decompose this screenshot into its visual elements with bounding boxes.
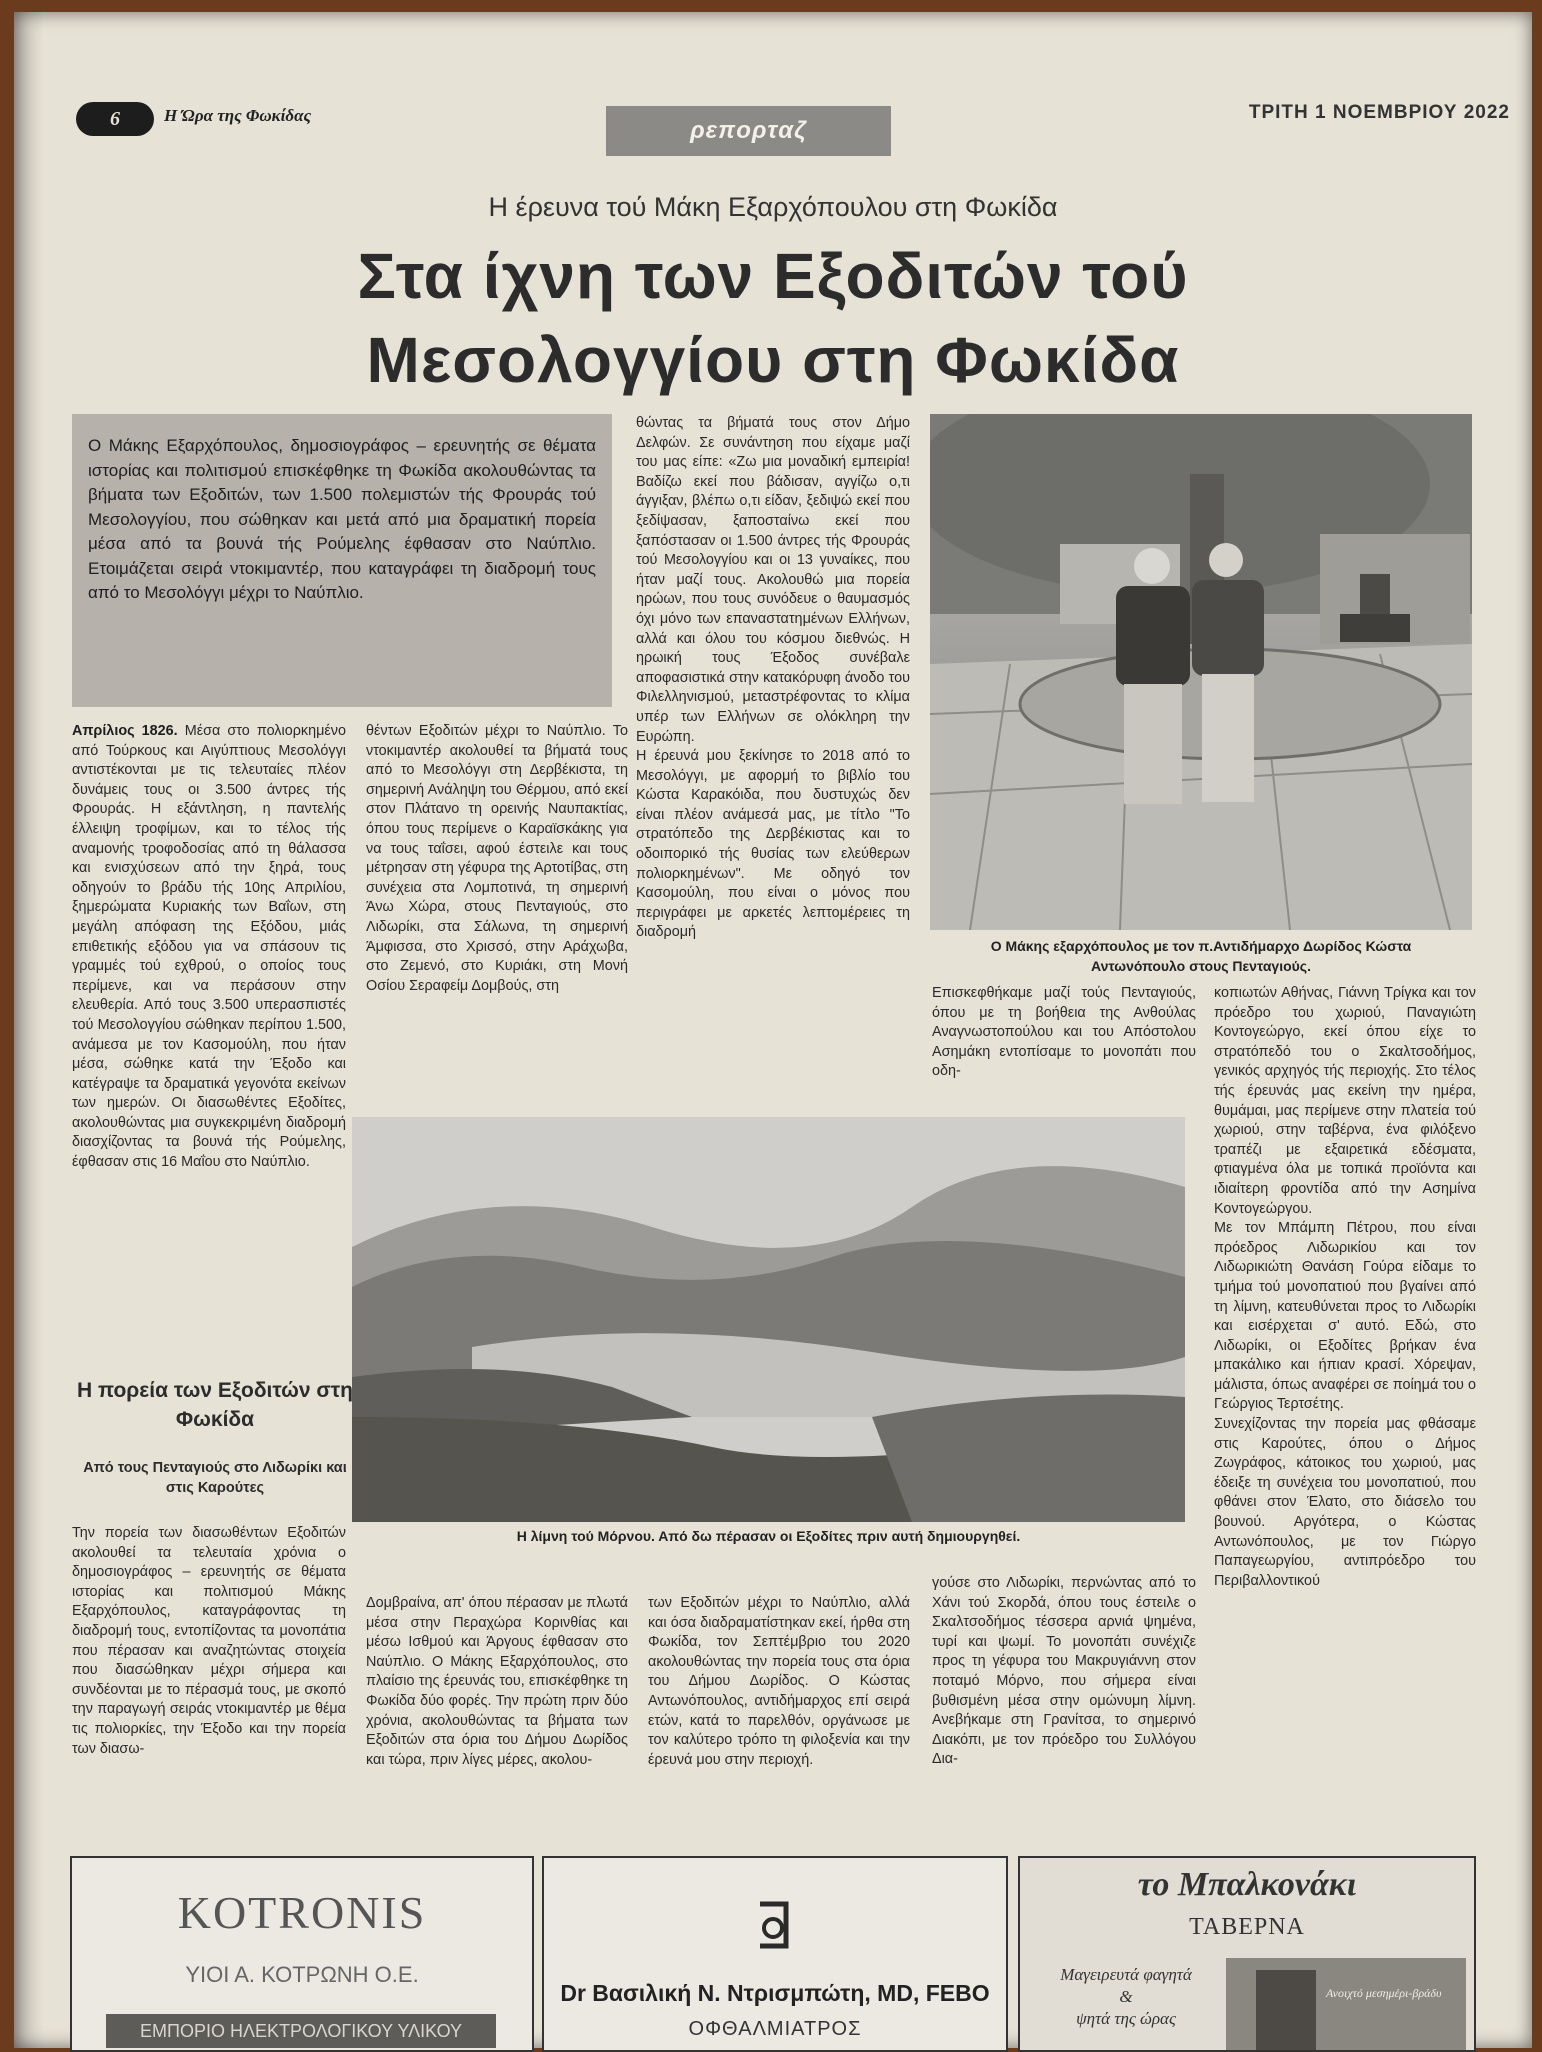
person-left [1116,548,1190,804]
title-line-2: Μεσολογγίου στη Φωκίδα [366,324,1180,396]
ad-kotronis [70,1856,534,2052]
kotronis-tagline: ΕΜΠΟΡΙΟ ΗΛΕΚΤΡΟΛΟΓΙΚΟΥ ΥΛΙΚΟΥ [106,2014,496,2048]
photo2-caption: Η λίμνη τού Μόρνου. Από δω πέρασαν οι Εξοδίτες πριν αυτή δημιουργηθεί. [516,1528,1021,1544]
col5-paragraph-2: Με τον Μπάμπη Πέτρου, που είναι πρόεδρος Λιδωρικίου και τον Λιδωρικιώτη Θανάση Γούρα είδαμε το τμήμα τού μονοπατιού που βγαίνει από τη λίμνη, κατευθύνεται προς το Λιδωρίκι και εισέρχεται σ' αυτό. Εδώ, στο Λιδωρίκι, οι Εξοδίτες βρήκαν ένα μπακάλικο και ήπιαν κρασί. Χόρεψαν, μάλιστα, όπως αναφέρει σε ποίημά του ο Γεώργιος Τερτσέτης. [1214,1220,1476,1413]
ad-balkonaki [1018,1856,1476,2052]
taverna-hours-sign: Ανοιχτό μεσημέρι-βράδυ [1326,1986,1442,2000]
kotronis-logo: KOTRONIS [177,1887,427,1938]
text-column-1-bottom: Την πορεία των διασωθέντων Εξοδιτών ακολουθεί τα τελευταία χρόνια ο δημοσιογράφος – ερευνητής σε θέματα ιστορίας και πολιτισμού Μάκης Εξαρχόπουλος, καταγράφοντας τη διαδρομή τους, εντοπίζοντας τα μονοπάτια που πέρασαν και αναζητώντας στοιχεία που διασώθηκαν μέχρι σήμερα και συνδέονται με το πέρασμά τους, με σκοπό την παραγωγή σειράς ντοκιμαντέρ με θέμα τις πολιορκίες, την Έξοδο και την πορεία των διασω- [72,1525,346,1757]
section-label: ρεπορταζ [606,106,891,156]
photo1-caption [914,936,1488,976]
newspaper-name: Η Ώρα της Φωκίδας [164,106,312,125]
article-lead: Ο Μάκης Εξαρχόπουλος, δημοσιογράφος – ερευνητής σε θέματα ιστορίας και πολιτισμού επισκέφθηκε τη Φωκίδα ακολουθώντας τα βήματα των Εξοδιτών, των 1.500 πολεμιστών τής Φρουράς τού Μεσολογγίου, που σώθηκαν και μετά από μια δραματική πορεία μέσα από τα βουνά τής Ρούμελης έφθασαν στο Ναύπλιο. Ετοιμάζεται σειρά ντοκιμαντέρ, που καταγράφει τη διαδρομή τους από το Μεσολόγγι μέχρι το Ναύπλιο. [72,414,612,707]
taverna-menu-amp: & [1119,1987,1133,2006]
taverna-photo [1226,1958,1466,2050]
text-column-4-top: Επισκεφθήκαμε μαζί τούς Πενταγιούς, όπου με τη βοήθεια της Ανθούλας Αναγνωστοπούλου και του Απόστολου Ασημάκη εντοπίσαμε το μονοπάτι που οδη- [932,985,1196,1080]
ophthalmology-logo-icon [750,1898,796,1952]
photo-two-men-in-square [930,414,1472,930]
text-column-4-bottom: γούσε στο Λιδωρίκι, περνώντας από το Χάνι τού Σκορδά, όπου τους έστειλε ο Σκαλτσοδήμος τέσσερα αρνιά ψημένα, τυρί και ψωμί. Το μονοπάτι συνέχιζε προς τη γέφυρα του Μακρυγιάννη στον ποταμό Μόρνο, που σήμερα είναι βυθισμένη μέσα στην ομώνυμη λίμνη. Ανεβήκαμε στη Γρανίτσα, το σημερινό Διακόπι, με τον πρόεδρο του Συλλόγου Δια- [932,1575,1196,1768]
article-title [14,234,1532,402]
text-column-3-bottom: των Εξοδιτών μέχρι το Ναύπλιο, αλλά και όσα διαδραματίστηκαν εκεί, ήρθα στη Φωκίδα, τον Σεπτέμβριο του 2020 ακολουθώντας την πορεία τους στα όρια του Δήμου Δωρίδος. Ο Κώστας Αντωνόπουλος, αντιδήμαρχος επί σειρά ετών, κατά το παρελθόν, οργάνωσε με τον καλύτερο τρόπο τη φιλοξενία και την έρευνά μου στην περιοχή. [648,1595,910,1768]
page-number: 6 [76,102,154,136]
col1-text: Μέσα στο πολιορκημένο από Τούρκους και Αιγύπτιους Μεσολόγγι αντιστέκονται με τις τελευταίες πλέον δυνάμεις τους οι 3.500 άντρες τής Φρουράς. Η εξάντληση, η παντελής έλλειψη τροφίμων, και το τέλος τής αναμονής τροφοδοσίας από τη θάλασσα και ενισχύσεων από την ξηρά, τους οδηγούν το βράδυ τής 10ης Απριλίου, ξημερώματα Κυριακής των Βαΐων, στη μεγάλη απόφαση της Εξόδου, μιάς επιθετικής εξόδου για να σπάσουν τις γραμμές τού εχθρού, ο οποίος τους περίμενε, και να περάσουν στην ελευθερία. Από τους 3.500 υπερασπιστές τού Μεσολογγίου σώθηκαν περίπου 1.500, ανάμεσα με τον Κασομούλη, που ήταν μέσα, σώθηκε κατά την Έξοδο και κατέγραψε τα δραματικά γεγονότα εκείνων των ημερών. Οι διασωθέντες Εξοδίτες, ακολουθώντας μια συγκεκριμένη διαδρομή διασχίζοντας τα βουνά τής Ρούμελης, έφθασαν στις 16 Μαΐου στο Ναύπλιο. [72,723,346,1171]
taverna-name: το Μπαλκονάκι [1137,1866,1357,1903]
taverna-menu-line2: ψητά της ώρας [1076,2009,1176,2028]
issue-date: ΤΡΙΤΗ 1 ΝΟΕΜΒΡΙΟΥ 2022 [1248,102,1510,123]
photo1-caption-line2: Αντωνόπουλο στους Πενταγιούς. [1091,958,1311,974]
section-subhead: Η πορεία των Εξοδιτών στη Φωκίδα [76,1379,353,1431]
ad-ophthalmologist [542,1856,1008,2052]
text-column-2-top: θέντων Εξοδιτών μέχρι το Ναύπλιο. Το ντοκιμαντέρ ακολουθεί τα βήματά τους από το Μεσολόγγι στη Δερβέκιστα, τη σημερινή Ανάληψη του Θέρμου, από εκεί στον Πλάτανο τη ορεινής Ναυπακτίας, όπου τους περίμενε ο Καραϊσκάκης για να τους ταΐσει, αφού έστειλε και τους μέτρησαν στη γέφυρα της Αρτοτίβας, στη συνέχεια στα Λομποτινά, τη σημερινή Άνω Χώρα, στους Πενταγιούς, στο Λιδωρίκι, στα Σάλωνα, τη σημερινή Άμφισσα, στο Χρισσό, στην Αράχωβα, στο Ζεμενό, στο Κυριάκι, στη Μονή Οσίου Σεραφείμ Δομβούς, στη [366,723,628,994]
lake-illustration [352,1117,1185,1522]
photo-lake-mornos [352,1117,1185,1522]
newspaper-page [14,12,1532,2048]
col1-lead-word: Απρίλιος 1826. [72,723,178,739]
taverna-door [1256,1970,1316,2050]
text-column-5 [1214,984,1476,1784]
photo1-caption-line1: Ο Μάκης εξαρχόπουλος με τον π.Αντιδήμαρχο Δωρίδος Κώστα [990,938,1412,954]
photo-illustration [930,414,1472,930]
text-column-2-bottom: Δομβραίνα, απ' όπου πέρασαν με πλωτά μέσα στην Περαχώρα Κορινθίας και μέσω Ισθμού και Άργους έφθασαν στο Ναύπλιο. Ο Μάκης Εξαρχόπουλος, στο πλαίσιο της έρευνάς του, επισκέφθηκε τη Φωκίδα δύο φορές. Την πρώτη πριν δύο χρόνια, ακολουθώντας τα βήματα των Εξοδιτών στα όρια του Δήμου Δωρίδος και τώρα, πριν λίγες μέρες, ακολου- [366,1595,628,1768]
doctor-name: Dr Βασιλική Ν. Ντρισμπώτη, MD, FEBO [560,1980,990,2006]
text-column-3-top [636,414,910,1114]
taverna-type: ΤΑΒΕΡΝΑ [1189,1914,1305,1940]
title-line-1: Στα ίχνη των Εξοδιτών τού [357,240,1189,312]
col3-paragraph-2: Η έρευνά μου ξεκίνησε το 2018 από το Μεσολόγγι, με αφορμή το βιβλίο του Κώστα Καρακόιδα, που δυστυχώς δεν είναι πλέον ανάμεσά μας, με τίτλο "Το στρατόπεδο της Δερβέκιστας και το οδοιπορικό τής θυσίας των ελεύθερων πολιορκημένων". Με οδηγό τον Κασομούλη, που είναι ο μόνος που περιγράφει με αρκετές λεπτομέρειες τη διαδρομή [636,748,910,941]
taverna-menu-line1: Μαγειρευτά φαγητά [1060,1965,1192,1984]
col5-paragraph-3: Συνεχίζοντας την πορεία μας φθάσαμε στις Καρούτες, όπου ο Δήμος Ζωγράφος, κάτοικος του χωριού, μας έδειξε τη συνέχεια του μονοπατιού, που φθάνει στον Έλατο, στο διάσελο του βουνού. Αργότερα, ο Κώστας Αντωνόπουλος, με τον Γιώργο Παπαγεωργίου, αντιπρόεδρο του Περιβαλλοντικού [1214,1416,1476,1589]
kotronis-company: ΥΙΟΙ Α. ΚΟΤΡΩΝΗ Ο.Ε. [185,1962,419,1987]
col5-paragraph-1: κοπιωτών Αθήνας, Γιάννη Τρίγκα και τον πρόεδρο του χωριού, Παναγιώτη Κοντογεώργο, εκεί όπου είχε το στρατόπεδό του ο Σκαλτσοδήμος, γενικός αρχηγός τής περιοχής. Στο τέλος τής έρευνάς μας εκείνη την ημέρα, θυμάμαι, μας περίμενε στην πλατεία τού χωριού, στην ταβέρνα, ένα φιλόξενο τραπέζι με εξαιρετικά εδέσματα, φτιαγμένα όλα με τοπικά προϊόντα και ιδιαίτερη φροντίδα από την Ασημίνα Κοντογεώργου. [1214,985,1476,1217]
taverna-menu [1026,1964,1226,2030]
text-column-1-top [72,722,346,1356]
section-subsubhead: Από τους Πενταγιούς στο Λιδωρίκι και στις Καρούτες [83,1460,347,1496]
person-right [1192,543,1264,802]
doctor-title: ΟΦΘΑΛΜΙΑΤΡΟΣ [688,2018,862,2040]
article-kicker: Η έρευνα τού Μάκη Εξαρχόπουλου στη Φωκίδα [488,192,1058,222]
col3-paragraph-1: θώντας τα βήματά τους στον Δήμο Δελφών. Σε συνάντηση που είχαμε μαζί του μας είπε: «Ζω μια μοναδική εμπειρία! Βαδίζω εκεί που βάδισαν, αγγίζω ο,τι άγγιξαν, βλέπω ο,τι είδαν, ξεδιψώ εκεί που ξεδίψασαν, ξαποσταίνω εκεί που ξαπόστασαν οι 1.500 άντρες τής Φρουράς τού Μεσολογγίου και οι 13 γυναίκες, που ήταν μαζί τους. Ακολουθώ μια πορεία ηρώων, που τους συνόδευε ο θαυμασμός όχι μόνο των επαναστατημένων Ελλήνων, αλλά και όλου του κόσμου διεθνώς. Η ηρωική τους Έξοδος συνέβαλε αποφασιστικά στην κατακόρυφη άνοδο του Φιλελληνισμού, μεταστρέφοντας το κλίμα υπέρ των Ελλήνων σε ολόκληρη την Ευρώπη. [636,415,910,745]
